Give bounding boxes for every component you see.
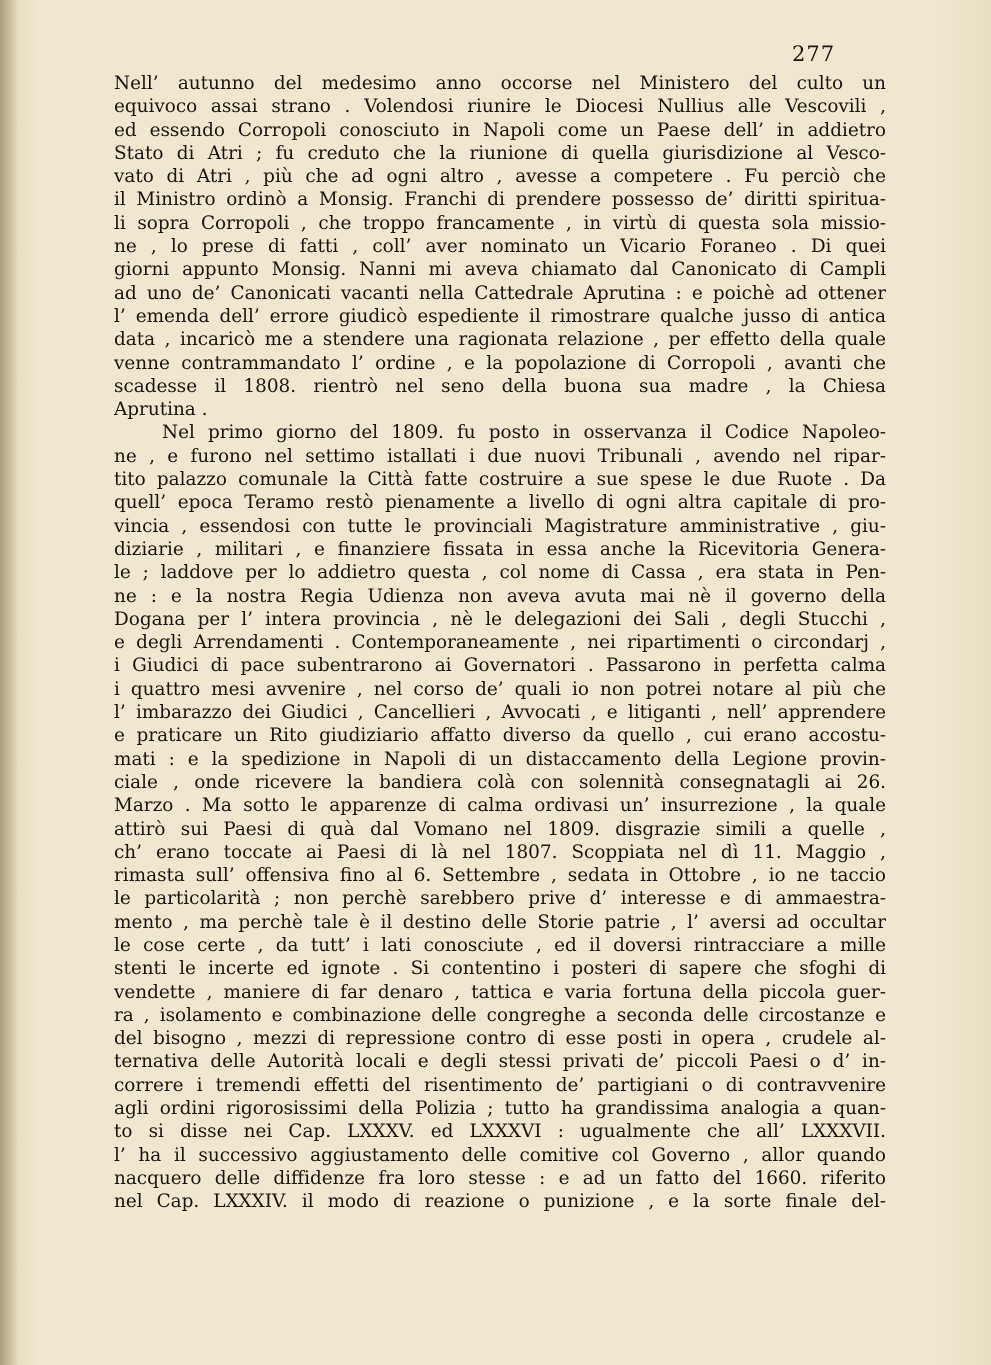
- text-line: ternativa delle Autorità locali e degli stessi privati de’ piccoli Paesi o d’ in-: [114, 1051, 886, 1073]
- text-line: ch’ erano toccate ai Paesi di là nel 1807. Scoppiata nel dì 11. Maggio ,: [114, 841, 886, 863]
- text-line: ne : e la nostra Regia Udienza non aveva avuta mai nè il governo della: [114, 585, 886, 607]
- text-line: le cose certe , da tutt’ i lati conosciute , ed il doversi rintracciare a mille: [114, 934, 886, 956]
- text-line: giorni appunto Monsig. Nanni mi aveva chiamato dal Canonicato di Campli: [114, 259, 886, 281]
- text-line: ra , isolamento e combinazione delle congreghe a seconda delle circostanze e: [114, 1004, 886, 1026]
- text-line: mento , ma perchè tale è il destino delle Storie patrie , l’ aversi ad occultar: [114, 911, 886, 933]
- body-text: [114, 72, 886, 1214]
- text-line: li sopra Corropoli , che troppo francamente , in virtù di questa sola missio-: [114, 212, 886, 234]
- text-line: Dogana per l’ intera provincia , nè le delegazioni dei Sali , degli Stucchi ,: [114, 608, 886, 630]
- text-line: Nel primo giorno del 1809. fu posto in osservanza il Codice Napoleo-: [162, 422, 886, 444]
- text-line: il Ministro ordinò a Monsig. Franchi di prendere possesso de’ diritti spiritua-: [114, 189, 886, 211]
- text-line: ad uno de’ Canonicati vacanti nella Cattedrale Aprutina : e poichè ad ottener: [114, 282, 886, 304]
- text-line: attirò sui Paesi di quà dal Vomano nel 1809. disgrazie simili a quelle ,: [114, 818, 886, 840]
- text-line: diziarie , militari , e finanziere fissata in essa anche la Ricevitoria Genera-: [114, 538, 886, 560]
- text-line: correre i tremendi effetti del risentimento de’ partigiani o di contravvenire: [114, 1074, 886, 1096]
- text-line: i quattro mesi avvenire , nel corso de’ quali io non potrei notare al più che: [114, 678, 886, 700]
- binding-gutter: [0, 0, 18, 1365]
- text-line: l’ emenda dell’ errore giudicò espediente il rimostrare qualche jusso di antica: [114, 305, 886, 327]
- text-line: Marzo . Ma sotto le apparenze di calma ordivasi un’ insurrezione , la quale: [114, 795, 886, 817]
- text-line: to si disse nei Cap. LXXXV. ed LXXXVI : ugualmente che all’ LXXXVII.: [114, 1121, 886, 1143]
- text-line: i Giudici di pace subentrarono ai Governatori . Passarono in perfetta calma: [114, 655, 886, 677]
- text-line: le ; laddove per lo addietro questa , col nome di Cassa , era stata in Pen-: [114, 562, 886, 584]
- text-line: tito palazzo comunale la Città fatte costruire a sue spese le due Ruote . Da: [114, 469, 886, 491]
- text-line: vincia , essendosi con tutte le provinciali Magistrature amministrative , giu-: [114, 515, 886, 537]
- text-line: del bisogno , mezzi di repressione contro di esse posti in opera , crudele al-: [114, 1028, 886, 1050]
- text-line: venne contrammandato l’ ordine , e la popolazione di Corropoli , avanti che: [114, 352, 886, 374]
- text-line: data , incaricò me a stendere una ragionata relazione , per effetto della quale: [114, 329, 886, 351]
- text-line: vendette , maniere di far denaro , tattica e varia fortuna della piccola guer-: [114, 981, 886, 1003]
- text-line: stenti le incerte ed ignote . Si contentino i posteri di sapere che sfoghi di: [114, 958, 886, 980]
- text-line: mati : e la spedizione in Napoli di un distaccamento della Legione provin-: [114, 748, 886, 770]
- text-line: quell’ epoca Teramo restò pienamente a livello di ogni altra capitale di pro-: [114, 492, 886, 514]
- text-line: vato di Atri , più che ad ogni altro , avesse a competere . Fu perciò che: [114, 166, 886, 188]
- text-line: nacquero delle diffidenze fra loro stesse : e ad un fatto del 1660. riferito: [114, 1167, 886, 1189]
- text-line: rimasta sull’ offensiva fino al 6. Settembre , sedata in Ottobre , io ne taccio: [114, 865, 886, 887]
- text-line: le particolarità ; non perchè sarebbero prive d’ interesse e di ammaestra-: [114, 888, 886, 910]
- text-line: ne , lo prese di fatti , coll’ aver nominato un Vicario Foraneo . Di quei: [114, 236, 886, 258]
- text-line: Nell’ autunno del medesimo anno occorse nel Ministero del culto un: [114, 73, 886, 94]
- text-line: agli ordini rigorosissimi della Polizia ; tutto ha grandissima analogia a quan-: [114, 1098, 886, 1120]
- text-line: l’ imbarazzo dei Giudici , Cancellieri , Avvocati , e litiganti , nell’ apprendere: [114, 702, 886, 724]
- text-line: e praticare un Rito giudiziario affatto diverso da quello , cui erano accostu-: [114, 725, 886, 747]
- text-line: ciale , onde ricevere la bandiera colà con solennità consegnatagli ai 26.: [114, 771, 886, 793]
- text-line: Stato di Atri ; fu creduto che la riunione di quella giurisdizione al Vesco-: [114, 142, 886, 164]
- text-line: scadesse il 1808. rientrò nel seno della buona sua madre , la Chiesa: [114, 375, 886, 397]
- text-line: Aprutina .: [114, 399, 208, 421]
- page-number: 277: [792, 42, 836, 66]
- text-line: nel Cap. LXXXIV. il modo di reazione o punizione , e la sorte finale del-: [114, 1191, 886, 1213]
- text-line: e degli Arrendamenti . Contemporaneamente , nei ripartimenti o circondarj ,: [114, 632, 886, 654]
- text-line: l’ ha il successivo aggiustamento delle comitive col Governo , allor quando: [114, 1144, 886, 1166]
- text-line: ne , e furono nel settimo istallati i due nuovi Tribunali , avendo nel ripar-: [114, 445, 886, 467]
- text-line: equivoco assai strano . Volendosi riunire le Diocesi Nullius alle Vescovili ,: [114, 96, 886, 118]
- text-line: ed essendo Corropoli conosciuto in Napoli come un Paese dell’ in addietro: [114, 119, 886, 141]
